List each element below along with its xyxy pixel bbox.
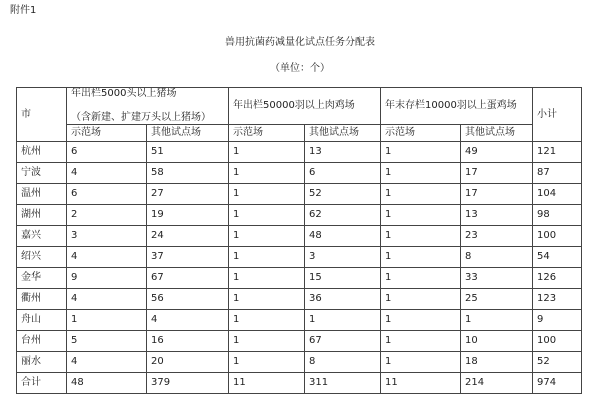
subtotal-cell: 126 <box>533 268 582 289</box>
broiler-demo-cell: 1 <box>229 331 305 352</box>
layer-demo-cell: 1 <box>381 184 461 205</box>
city-cell: 嘉兴 <box>17 226 67 247</box>
broiler-demo-cell: 1 <box>229 289 305 310</box>
total-row <box>17 373 582 394</box>
sub-header-layer-demo: 示范场 <box>381 125 461 142</box>
subtotal-column-header: 小计 <box>533 88 582 142</box>
pig-demo-cell: 2 <box>67 205 147 226</box>
subtotal-cell: 98 <box>533 205 582 226</box>
layer-farm-group-header: 年末存栏10000羽以上蛋鸡场 <box>381 88 533 125</box>
broiler-other-cell: 52 <box>305 184 381 205</box>
pig-other-cell: 27 <box>147 184 229 205</box>
layer-other-cell: 10 <box>461 331 533 352</box>
layer-other-cell: 33 <box>461 268 533 289</box>
layer-other-cell: 214 <box>461 373 533 394</box>
broiler-other-cell: 15 <box>305 268 381 289</box>
sub-header-broiler-demo: 示范场 <box>229 125 305 142</box>
broiler-other-cell: 311 <box>305 373 381 394</box>
pig-demo-cell: 3 <box>67 226 147 247</box>
broiler-other-cell: 3 <box>305 247 381 268</box>
layer-other-cell: 23 <box>461 226 533 247</box>
pig-other-cell: 51 <box>147 142 229 163</box>
pig-demo-cell: 4 <box>67 352 147 373</box>
layer-demo-cell: 1 <box>381 352 461 373</box>
pig-other-cell: 4 <box>147 310 229 331</box>
pig-other-cell: 56 <box>147 289 229 310</box>
pig-demo-cell: 1 <box>67 310 147 331</box>
layer-demo-cell: 1 <box>381 142 461 163</box>
city-column-header: 市 <box>17 88 67 142</box>
subtotal-cell: 100 <box>533 331 582 352</box>
layer-demo-cell: 1 <box>381 226 461 247</box>
table-row <box>17 247 582 268</box>
unit-note: （单位：个） <box>270 63 330 74</box>
subtotal-cell: 87 <box>533 163 582 184</box>
layer-other-cell: 8 <box>461 247 533 268</box>
pig-other-cell: 379 <box>147 373 229 394</box>
broiler-other-cell: 1 <box>305 310 381 331</box>
layer-demo-cell: 1 <box>381 205 461 226</box>
layer-other-cell: 25 <box>461 289 533 310</box>
broiler-demo-cell: 1 <box>229 268 305 289</box>
city-cell: 金华 <box>17 268 67 289</box>
broiler-other-cell: 8 <box>305 352 381 373</box>
broiler-demo-cell: 1 <box>229 247 305 268</box>
broiler-other-cell: 62 <box>305 205 381 226</box>
broiler-other-cell: 67 <box>305 331 381 352</box>
table-row <box>17 205 582 226</box>
table-row <box>17 268 582 289</box>
pig-other-cell: 58 <box>147 163 229 184</box>
pig-demo-cell: 4 <box>67 163 147 184</box>
pig-other-cell: 24 <box>147 226 229 247</box>
table-row <box>17 163 582 184</box>
table-row <box>17 289 582 310</box>
pig-other-cell: 20 <box>147 352 229 373</box>
layer-demo-cell: 1 <box>381 163 461 184</box>
broiler-other-cell: 6 <box>305 163 381 184</box>
layer-demo-cell: 11 <box>381 373 461 394</box>
sub-header-pig-demo: 示范场 <box>67 125 147 142</box>
broiler-demo-cell: 1 <box>229 184 305 205</box>
city-cell: 湖州 <box>17 205 67 226</box>
layer-other-cell: 13 <box>461 205 533 226</box>
layer-other-cell: 1 <box>461 310 533 331</box>
subtotal-cell: 121 <box>533 142 582 163</box>
broiler-demo-cell: 1 <box>229 310 305 331</box>
table-row <box>17 310 582 331</box>
pig-farm-header-line1: 年出栏5000头以上猪场 <box>71 88 177 99</box>
table-row <box>17 352 582 373</box>
subtotal-cell: 974 <box>533 373 582 394</box>
pig-other-cell: 16 <box>147 331 229 352</box>
pig-other-cell: 37 <box>147 247 229 268</box>
table-row <box>17 142 582 163</box>
table-row <box>17 226 582 247</box>
layer-demo-cell: 1 <box>381 310 461 331</box>
city-cell: 绍兴 <box>17 247 67 268</box>
broiler-demo-cell: 1 <box>229 142 305 163</box>
broiler-demo-cell: 1 <box>229 205 305 226</box>
layer-other-cell: 17 <box>461 184 533 205</box>
pig-demo-cell: 6 <box>67 184 147 205</box>
table-body <box>17 142 582 394</box>
pig-demo-cell: 6 <box>67 142 147 163</box>
broiler-demo-cell: 1 <box>229 163 305 184</box>
layer-demo-cell: 1 <box>381 268 461 289</box>
subtotal-cell: 9 <box>533 310 582 331</box>
subtotal-cell: 123 <box>533 289 582 310</box>
sub-header-pig-other: 其他试点场 <box>147 125 229 142</box>
table-row <box>17 331 582 352</box>
layer-other-cell: 49 <box>461 142 533 163</box>
city-cell: 杭州 <box>17 142 67 163</box>
broiler-demo-cell: 1 <box>229 352 305 373</box>
city-cell: 宁波 <box>17 163 67 184</box>
pig-demo-cell: 4 <box>67 247 147 268</box>
subtotal-cell: 52 <box>533 352 582 373</box>
layer-demo-cell: 1 <box>381 331 461 352</box>
pig-demo-cell: 48 <box>67 373 147 394</box>
city-cell: 丽水 <box>17 352 67 373</box>
broiler-demo-cell: 1 <box>229 226 305 247</box>
layer-other-cell: 18 <box>461 352 533 373</box>
pig-farm-group-header <box>67 88 229 125</box>
layer-demo-cell: 1 <box>381 247 461 268</box>
allocation-table <box>16 87 582 394</box>
pig-other-cell: 19 <box>147 205 229 226</box>
table-row <box>17 184 582 205</box>
city-cell: 舟山 <box>17 310 67 331</box>
subtotal-cell: 100 <box>533 226 582 247</box>
broiler-other-cell: 36 <box>305 289 381 310</box>
broiler-farm-group-header: 年出栏50000羽以上肉鸡场 <box>229 88 381 125</box>
pig-demo-cell: 4 <box>67 289 147 310</box>
sub-header-layer-other: 其他试点场 <box>461 125 533 142</box>
attachment-label: 附件1 <box>10 5 37 16</box>
pig-demo-cell: 9 <box>67 268 147 289</box>
city-cell: 衢州 <box>17 289 67 310</box>
subtotal-cell: 54 <box>533 247 582 268</box>
subtotal-cell: 104 <box>533 184 582 205</box>
broiler-other-cell: 48 <box>305 226 381 247</box>
city-cell: 合计 <box>17 373 67 394</box>
layer-other-cell: 17 <box>461 163 533 184</box>
city-cell: 台州 <box>17 331 67 352</box>
pig-other-cell: 67 <box>147 268 229 289</box>
broiler-other-cell: 13 <box>305 142 381 163</box>
pig-demo-cell: 5 <box>67 331 147 352</box>
document-title: 兽用抗菌药减量化试点任务分配表 <box>225 37 375 48</box>
sub-header-broiler-other: 其他试点场 <box>305 125 381 142</box>
city-cell: 温州 <box>17 184 67 205</box>
pig-farm-header-line2: （含新建、扩建万头以上猪场） <box>71 112 211 123</box>
broiler-demo-cell: 11 <box>229 373 305 394</box>
layer-demo-cell: 1 <box>381 289 461 310</box>
